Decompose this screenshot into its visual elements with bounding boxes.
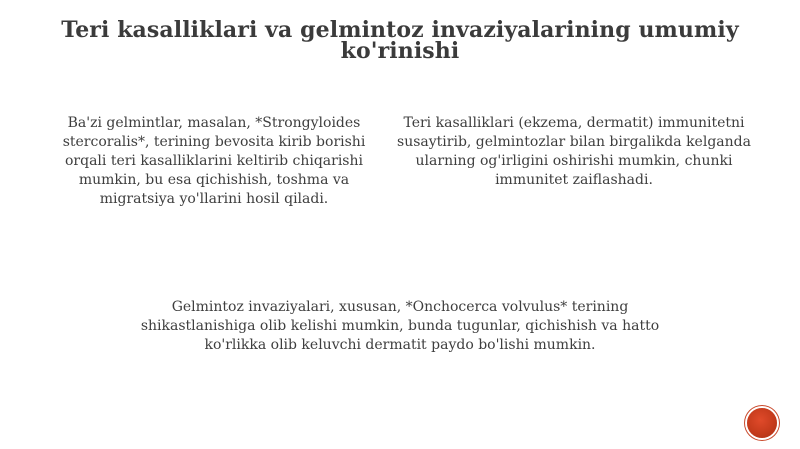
paragraph-onchocerca: Gelmintoz invaziyalari, xususan, *Onchocerca volvulus* terining shikastlanishiga olib kelishi mumkin, bunda tugunlar, qichishish va hatto ko'rlikka olib keluvchi dermatit paydo bo'lishi mumkin. xyxy=(140,299,660,353)
slide-title: Teri kasalliklari va gelmintoz invaziyalarining umumiy ko'rinishi xyxy=(61,17,739,64)
paragraph-immunity: Teri kasalliklari (ekzema, dermatit) immunitetni susaytirib, gelmintozlar bilan birgalikda kelganda ularning og'irligini oshirishi mumkin, chunki immunitet zaiflashadi. xyxy=(397,115,751,188)
paragraph-strongyloides: Ba'zi gelmintlar, masalan, *Strongyloides stercoralis*, terining bevosita kirib borishi orqali teri kasalliklarini keltirib chiqarishi mumkin, bu esa qichishish, toshma va migratsiya yo'llarini hosil qiladi. xyxy=(62,115,366,207)
next-slide-button[interactable] xyxy=(747,408,777,438)
